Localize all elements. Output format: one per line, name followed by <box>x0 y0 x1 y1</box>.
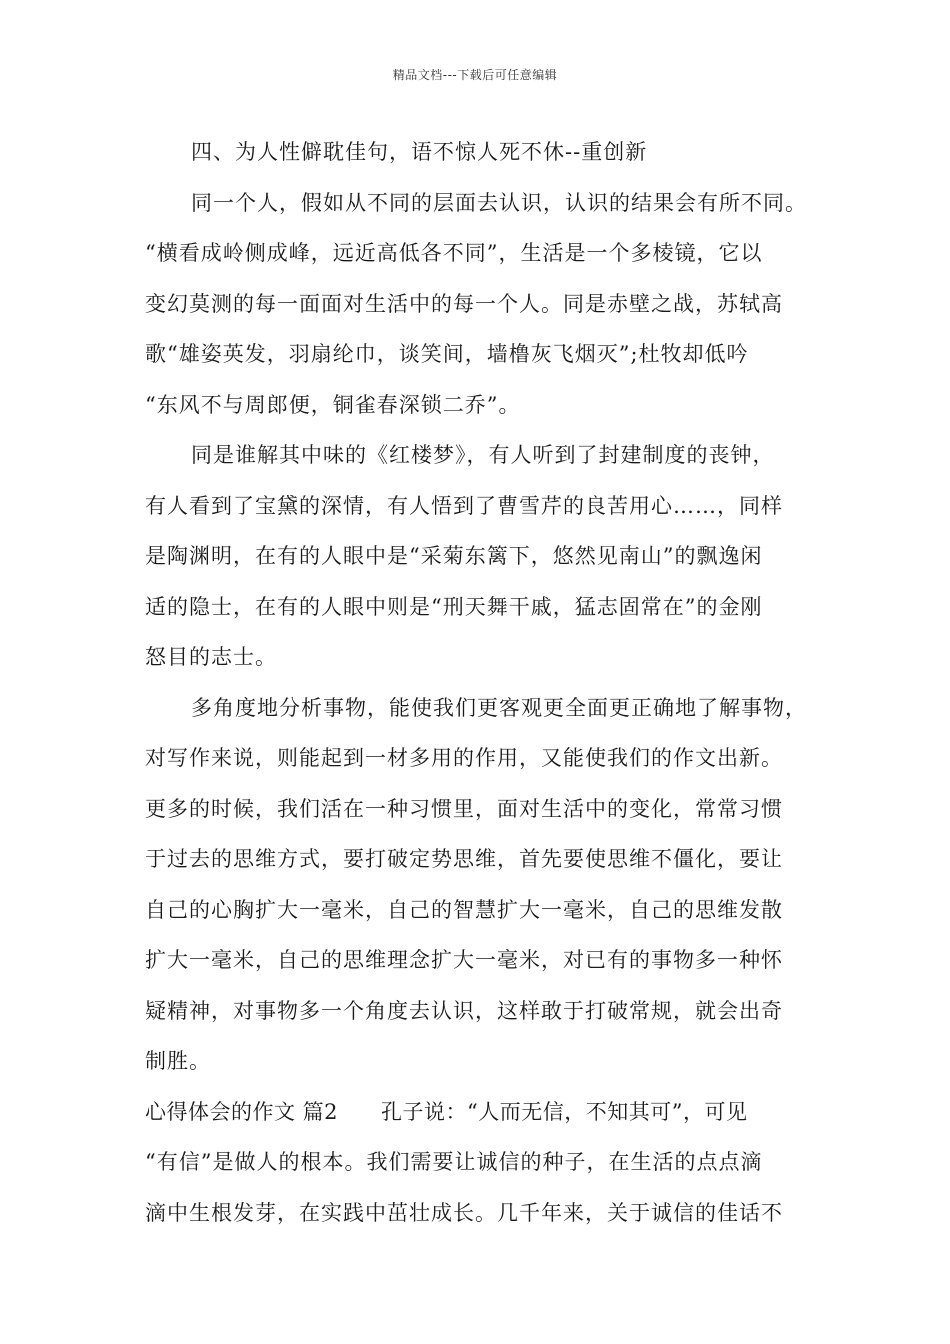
paragraph-line: 同一个人，假如从不同的层面去认识，认识的结果会有所不同。 <box>191 190 807 215</box>
paragraph-line: 变幻莫测的每一面面对生活中的每一个人。同是赤壁之战，苏轼高 <box>145 291 783 316</box>
paragraph-line: 歌“雄姿英发，羽扇纶巾，谈笑间，墙橹灰飞烟灭”;杜牧却低吟 <box>145 342 749 366</box>
paragraph-line: 有人看到了宝黛的深情，有人悟到了曹雪芹的良苦用心……，同样 <box>145 493 783 518</box>
page-header: 精品文档---下载后可任意编辑 <box>392 68 558 82</box>
paragraph-line: 疑精神，对事物多一个角度去认识，这样敢于打破常规，就会出奇 <box>145 998 783 1023</box>
paragraph-line: 更多的时候，我们活在一种习惯里，面对生活中的变化，常常习惯 <box>145 796 783 821</box>
paragraph-line: 多角度地分析事物，能使我们更客观更全面更正确地了解事物， <box>191 695 807 720</box>
paragraph-line: “有信”是做人的根本。我们需要让诚信的种子，在生活的点点滴 <box>145 1150 763 1174</box>
paragraph-line: “横看成岭侧成峰，远近高低各不同”，生活是一个多棱镜，它以 <box>145 241 763 265</box>
paragraph-line: 怒目的志士。 <box>145 645 277 669</box>
paragraph-line: 制胜。 <box>145 1049 211 1073</box>
paragraph-line: 同是谁解其中味的《红楼梦》，有人听到了封建制度的丧钟， <box>191 443 775 467</box>
paragraph-line: 适的隐士，在有的人眼中则是“刑天舞干戚，猛志固常在”的金刚 <box>145 594 763 619</box>
paragraph-line: 扩大一毫米，自己的思维理念扩大一毫米，对已有的事物多一种怀 <box>145 948 783 972</box>
paragraph-line: “东风不与周郎便，铜雀春深锁二乔”。 <box>145 392 521 417</box>
section-heading: 四、为人性僻耽佳句，语不惊人死不休--重创新 <box>191 140 648 164</box>
paragraph-line: 于过去的思维方式，要打破定势思维，首先要使思维不僵化，要让 <box>145 847 783 871</box>
paragraph-line: 是陶渊明，在有的人眼中是“采菊东篱下，悠然见南山”的飘逸闲 <box>145 544 763 568</box>
document-body <box>145 127 825 1238</box>
article-title-line: 心得体会的作文 篇2 孔子说：“人而无信，不知其可”，可见 <box>145 1099 748 1124</box>
paragraph-line: 滴中生根发芽，在实践中茁壮成长。几千年来，关于诚信的佳话不 <box>145 1200 783 1225</box>
paragraph-line: 自己的心胸扩大一毫米，自己的智慧扩大一毫米，自己的思维发散 <box>145 897 783 922</box>
paragraph-line: 对写作来说，则能起到一材多用的作用，又能使我们的作文出新。 <box>145 746 783 770</box>
